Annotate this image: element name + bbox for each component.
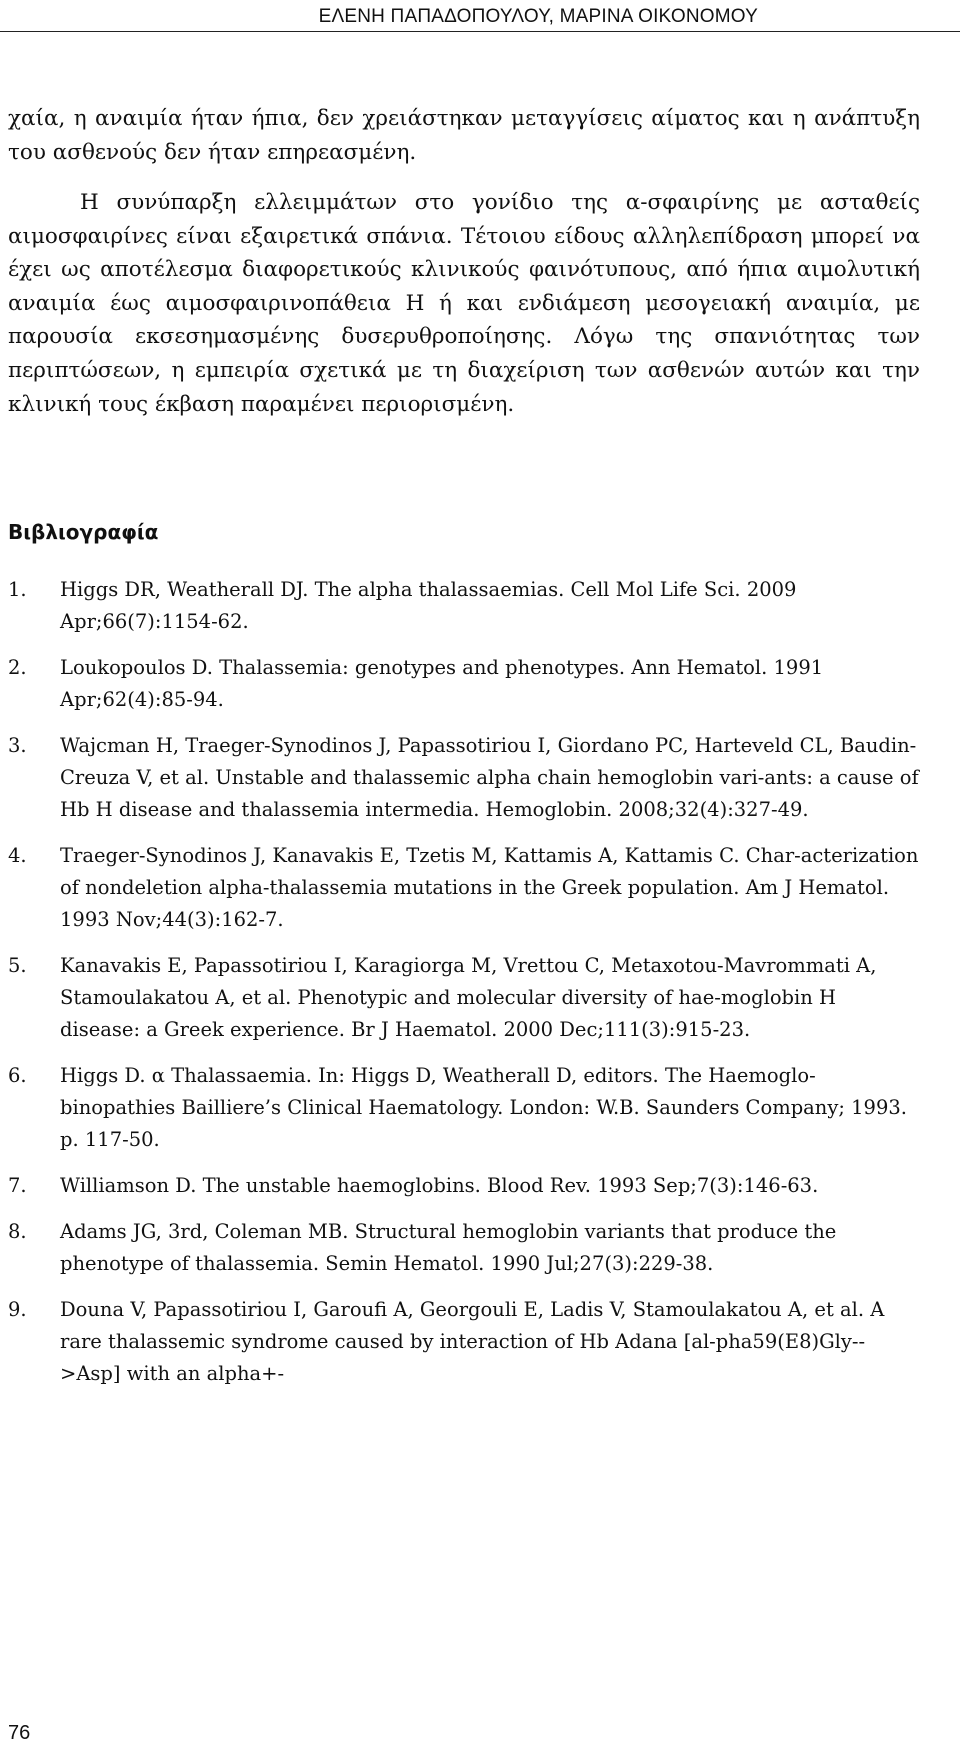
reference-number: 7.	[8, 1174, 27, 1197]
reference-text: Kanavakis E, Papassotiriou I, Karagiorga M, Vrettou C, Metaxotou-Mavrommati A, Stamoulakatou A, et al. Phenotypic and molecular diversity of hae-moglobin H disease: a Greek experience. Br J Haematol. 2000 Dec;111(3):915-23.	[60, 954, 877, 1041]
reference-item	[8, 1294, 920, 1390]
reference-text: Loukopoulos D. Thalassemia: genotypes and phenotypes. Ann Hematol. 1991 Apr;62(4):85-94.	[60, 656, 824, 711]
body-paragraph: Η συνύπαρξη ελλειμμάτων στο γονίδιο της α-σφαιρίνης με ασταθείς αιμοσφαιρίνες είναι εξαιρετικά σπάνια. Τέτοιου είδους αλληλεπίδραση μπορεί να έχει ως αποτέλεσμα διαφορετικούς κλινικούς φαινότυπους, από ήπια αιμολυτική αναιμία έως αιμοσφαιρινοπάθεια Η ή και ενδιάμεση μεσογειακή αναιμία, με παρουσία εκσεσημασμένης δυσερυθροποίησης. Λόγω της σπανιότητας των περιπτώσεων, η εμπειρία σχετικά με τη διαχείριση των ασθενών αυτών και την κλινική τους έκβαση παραμένει περιορισμένη.	[8, 190, 920, 417]
reference-text: Wajcman H, Traeger-Synodinos J, Papassotiriou I, Giordano PC, Harteveld CL, Baudin-Creuza V, et al. Unstable and thalassemic alpha chain hemoglobin vari-ants: a cause of Hb H disease and thalassemia intermedia. Hemoglobin. 2008;32(4):327-49.	[60, 734, 919, 821]
reference-item	[8, 574, 920, 638]
body-paragraph: χαία, η αναιμία ήταν ήπια, δεν χρειάστηκαν μεταγγίσεις αίματος και η ανάπτυξη του ασθενούς δεν ήταν επηρεασμένη.	[8, 106, 920, 165]
reference-text: Higgs DR, Weatherall DJ. The alpha thalassaemias. Cell Mol Life Sci. 2009 Apr;66(7):1154-62.	[60, 578, 797, 633]
reference-number: 9.	[8, 1298, 27, 1321]
reference-number: 8.	[8, 1220, 27, 1243]
reference-number: 4.	[8, 844, 27, 867]
reference-text: Higgs D. α Thalassaemia. In: Higgs D, Weatherall D, editors. The Haemoglo-binopathies Bailliere’s Clinical Haematology. London: W.B. Saunders Company; 1993. p. 117-50.	[60, 1064, 907, 1151]
reference-list	[8, 574, 920, 1404]
reference-item	[8, 652, 920, 716]
reference-item	[8, 1216, 920, 1280]
reference-item	[8, 730, 920, 826]
reference-item	[8, 950, 920, 1046]
bibliography-heading: Βιβλιογραφία	[8, 520, 159, 544]
reference-text: Adams JG, 3rd, Coleman MB. Structural hemoglobin variants that produce the phenotype of thalassemia. Semin Hematol. 1990 Jul;27(3):229-38.	[60, 1220, 837, 1275]
reference-item	[8, 1170, 920, 1202]
reference-item	[8, 840, 920, 936]
header-divider	[0, 31, 960, 32]
reference-number: 2.	[8, 656, 27, 679]
running-title: ΕΛΕΝΗ ΠΑΠΑΔΟΠΟΥΛΟΥ, ΜΑΡΙΝΑ ΟΙΚΟΝΟΜΟΥ	[318, 6, 758, 27]
reference-number: 3.	[8, 734, 27, 757]
page-number: 76	[8, 1722, 31, 1744]
reference-item	[8, 1060, 920, 1156]
reference-number: 1.	[8, 578, 27, 601]
reference-text: Traeger-Synodinos J, Kanavakis E, Tzetis M, Kattamis A, Kattamis C. Char-acterization of nondeletion alpha-thalassemia mutations in the Greek population. Am J Hematol. 1993 Nov;44(3):162-7.	[60, 844, 919, 931]
reference-number: 6.	[8, 1064, 27, 1087]
running-header	[0, 0, 960, 34]
reference-text: Douna V, Papassotiriou I, Garoufi A, Georgouli E, Ladis V, Stamoulakatou A, et al. A rare thalassemic syndrome caused by interaction of Hb Adana [al-pha59(E8)Gly-->Asp] with an alpha+-	[60, 1298, 885, 1385]
reference-text: Williamson D. The unstable haemoglobins. Blood Rev. 1993 Sep;7(3):146-63.	[60, 1174, 819, 1197]
reference-number: 5.	[8, 954, 27, 977]
